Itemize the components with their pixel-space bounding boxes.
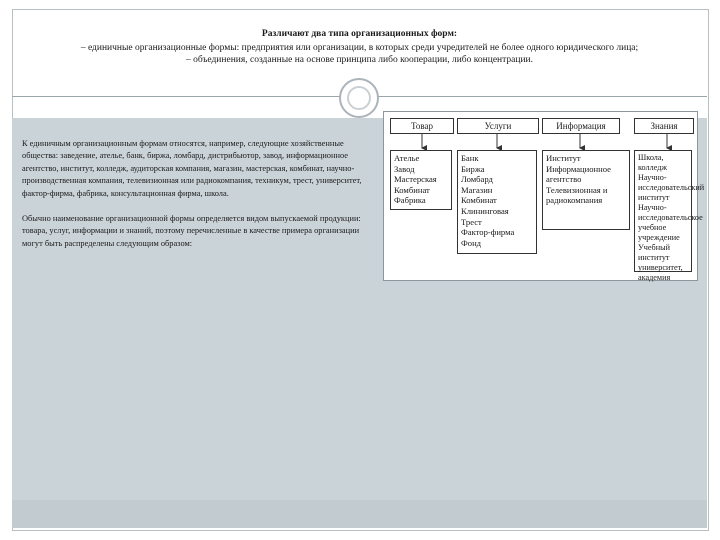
category-informaciya: Информация [542, 118, 620, 134]
footer-strip [12, 500, 707, 528]
list-item: Научно-исследовательский институт [638, 173, 705, 202]
list-item: Трест [461, 216, 482, 227]
paragraph-single-forms: К единичным организационным формам относятся, например, следующие хозяйственные общества: заведение, ателье, банк, биржа, ломбард, дистрибьютор, завод, информационное агентство, институт, колледж, аудиторская компания, магазин, мастерская, комбинат, научно-производственная компания, телевизионная или радиокомпания, техникум, трест, университет, фактор-фирма, фабрика, консультационная фирма, школа. [22, 139, 362, 198]
ornament-circle-icon [339, 78, 379, 118]
list-item: Учебный институт [638, 243, 670, 262]
category-znaniya: Знания [634, 118, 694, 134]
list-item: Магазин [461, 184, 493, 195]
list-item: Комбинат [461, 195, 497, 206]
org-form-diagram [383, 111, 705, 282]
list-item: Школа, колледж [638, 153, 668, 172]
list-item: Фактор-фирма [461, 227, 515, 238]
page-title: Различают два типа организационных форм: [261, 29, 458, 39]
list-item: Клининговая [461, 205, 509, 216]
left-text-block [22, 138, 370, 263]
category-tovar: Товар [390, 118, 454, 134]
list-item: университет, академия [638, 263, 683, 282]
ornament-inner-circle [347, 86, 371, 110]
items-informaciya [542, 150, 630, 230]
header-line-1: – единичные организационные формы: предприятия или организации, в которых среди учредителей не более одного юридического лица; [80, 43, 639, 53]
paragraph-naming: Обычно наименование организационной формы определяется видом выпускаемой продукции: товара, услуг, информации и знаний, поэтому перечисленные в качестве примера организации могут быть распределены следующим образом: [22, 214, 361, 248]
items-uslugi [457, 150, 537, 254]
list-item: Телевизионная и радиокомпания [546, 184, 608, 206]
list-item: Фонд [461, 237, 482, 248]
list-item: Биржа [461, 163, 485, 174]
list-item: Завод [394, 163, 415, 174]
list-item: Фабрика [394, 195, 426, 206]
list-item: Банк [461, 153, 479, 163]
category-uslugi: Услуги [457, 118, 539, 134]
list-item: Комбинат [394, 184, 430, 195]
list-item: Информационное агентство [546, 163, 611, 185]
header-line-2: – объединения, созданные на основе принципа либо кооперации, либо концентрации. [186, 55, 533, 65]
list-item: Институт [546, 153, 581, 163]
list-item: Мастерская [394, 174, 437, 185]
list-item: Ломбард [461, 174, 493, 185]
items-tovar [390, 150, 452, 210]
list-item: Научно-исследовательское учебное учреждение [638, 203, 703, 242]
items-znaniya [634, 150, 705, 282]
list-item: Ателье [394, 153, 420, 163]
